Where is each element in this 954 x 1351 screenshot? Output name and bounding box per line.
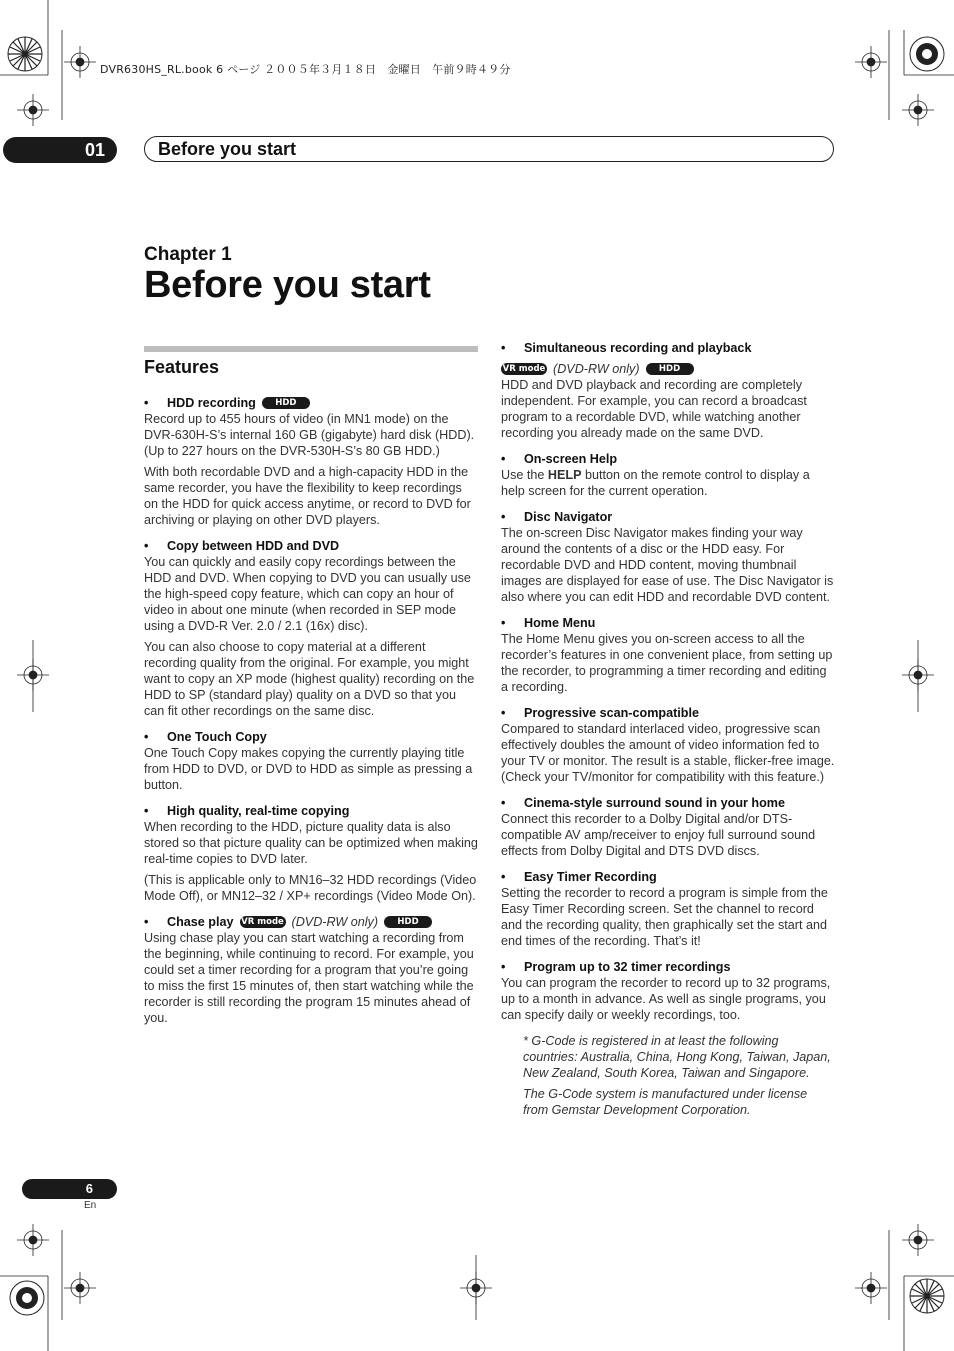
bullet: • xyxy=(501,452,506,466)
page-title: Before you start xyxy=(144,264,431,306)
features-heading: Features xyxy=(144,357,220,377)
left-column xyxy=(144,395,478,1036)
bullet: • xyxy=(501,510,506,524)
footnote: The G-Code system is manufactured under license from Gemstar Development Corporation. xyxy=(523,1087,808,1117)
feature-title: HDD recording xyxy=(167,396,256,410)
feature-item xyxy=(501,959,835,1023)
feature-item xyxy=(144,538,478,719)
hdd-badge: HDD xyxy=(646,363,694,375)
vr-mode-badge: VR mode xyxy=(502,364,546,374)
hdd-badge: HDD xyxy=(262,397,310,409)
section-title-bar: Before you start xyxy=(144,136,834,162)
page-number: 6 xyxy=(22,1179,117,1199)
feature-title: Easy Timer Recording xyxy=(524,870,657,884)
hdd-badge: HDD xyxy=(384,916,432,928)
help-button-name: HELP xyxy=(547,468,582,482)
feature-item xyxy=(144,729,478,793)
feature-title: Disc Navigator xyxy=(524,510,613,524)
feature-text: (This is applicable only to MN16–32 HDD recordings (Video Mode Off), or MN12–32 / XP+ recordings (Video Mode On). xyxy=(144,873,477,903)
feature-item xyxy=(144,395,478,528)
chapter-label: Chapter 1 xyxy=(144,244,232,265)
feature-title: High quality, real-time copying xyxy=(167,804,350,818)
feature-title: Cinema-style surround sound in your home xyxy=(524,796,786,810)
bullet: • xyxy=(501,341,506,355)
feature-text: One Touch Copy makes copying the currently playing title from HDD to DVD, or DVD to HDD as simple as pressing a button. xyxy=(144,746,473,792)
bullet: • xyxy=(144,539,149,553)
feature-item xyxy=(501,869,835,949)
feature-text: Setting the recorder to record a program is simple from the Easy Timer Recording screen. Set the channel to record and the recording quality, then graphically set the start and end times of the recording. That’s it! xyxy=(501,886,828,948)
feature-item xyxy=(501,615,835,695)
page-language: En xyxy=(84,1200,97,1211)
footnote: * G-Code is registered in at least the following countries: Australia, China, Hong Kong, Taiwan, Japan, New Zealand, South Korea, Taiwan and Singapore. xyxy=(523,1034,831,1080)
feature-title: One Touch Copy xyxy=(167,730,267,744)
dvd-rw-only-note: (DVD-RW only) xyxy=(291,915,379,929)
feature-text: Record up to 455 hours of video (in MN1 mode) on the DVR-630H-S’s internal 160 GB (gigabyte) hard disk (HDD). (Up to 227 hours on the DVR-530H-S’s 80 GB HDD.) xyxy=(144,412,475,458)
feature-item xyxy=(501,340,835,441)
bullet: • xyxy=(501,796,506,810)
feature-text: The on-screen Disc Navigator makes finding your way around the contents of a disc or the HDD easy. For recordable DVD and HDD content, moving thumbnail images are displayed for ease of use. The Disc Navigator is also where you can edit HDD and recordable DVD content. xyxy=(501,526,834,604)
feature-text: The Home Menu gives you on-screen access to all the recorder’s features in one convenient place, from setting up the recorder, to programming a timer recording and editing a recording. xyxy=(501,632,833,694)
feature-item xyxy=(501,705,835,785)
feature-text: Using chase play you can start watching a recording from the beginning, while continuing to record. For example, you could set a timer recording for a program that you’re going to miss the first 15 minutes of, then start watching while the recorder is still recording the program 15 minutes ahead of you. xyxy=(144,931,474,1025)
feature-text: You can quickly and easily copy recordings between the HDD and DVD. When copying to DVD you can usually use the high-speed copy feature, which can copy an hour of video in about one minute (when recorded in SEP mode using a DVD-R Ver. 2.0 / 2.1 (16x) disc). xyxy=(144,555,471,633)
feature-text: You can also choose to copy material at a different recording quality from the original. For example, you might want to copy an XP mode (highest quality) recording on the HDD to SP (standard play) quality on a DVD so that you can fit other recordings on the same disc. xyxy=(144,640,475,718)
feature-text xyxy=(501,467,835,499)
feature-title: Home Menu xyxy=(524,616,596,630)
bullet: • xyxy=(501,706,506,720)
chapter-number-tab: 01 xyxy=(3,137,117,163)
bullet: • xyxy=(501,960,506,974)
feature-title: On-screen Help xyxy=(524,452,618,466)
bullet: • xyxy=(144,396,149,410)
feature-title: Simultaneous recording and playback xyxy=(524,341,752,355)
feature-text: You can program the recorder to record up to 32 programs, up to a month in advance. As well as single programs, you can specify daily or weekly recordings, too. xyxy=(501,976,831,1022)
right-column xyxy=(501,340,835,1123)
feature-text: Compared to standard interlaced video, progressive scan effectively doubles the amount of video information fed to your TV or monitor. The result is a stable, flicker-free image. (Check your TV/monitor for compatibility with this feature.) xyxy=(501,722,835,784)
bullet: • xyxy=(501,616,506,630)
bullet: • xyxy=(501,870,506,884)
feature-text: When recording to the HDD, picture quality data is also stored so that picture quality can be optimized when making real-time copies to DVD later. xyxy=(144,820,478,866)
feature-text: HDD and DVD playback and recording are completely independent. For example, you can record a broadcast program to a recordable DVD, while watching another recording you already made on the same DVD. xyxy=(501,378,807,440)
printer-info-line: DVR630HS_RL.book 6 ページ ２００５年３月１８日 金曜日 午前９時４９分 xyxy=(100,63,511,76)
feature-item xyxy=(501,509,835,605)
feature-item xyxy=(144,803,478,904)
feature-title: Program up to 32 timer recordings xyxy=(524,960,731,974)
feature-title: Copy between HDD and DVD xyxy=(167,539,340,553)
bullet: • xyxy=(144,804,149,818)
feature-item xyxy=(501,451,835,499)
features-rule xyxy=(144,346,478,352)
feature-item xyxy=(501,795,835,859)
feature-item xyxy=(144,914,478,1026)
vr-mode-badge: VR mode xyxy=(241,917,284,927)
bullet: • xyxy=(144,915,149,929)
feature-title: Progressive scan-compatible xyxy=(524,706,699,720)
bullet: • xyxy=(144,730,149,744)
dvd-rw-only-note: (DVD-RW only) xyxy=(553,362,640,376)
feature-title: Chase play xyxy=(167,915,234,929)
feature-text: Connect this recorder to a Dolby Digital and/or DTS-compatible AV amp/receiver to enjoy full surround sound effects from Dolby Digital and DTS DVD discs. xyxy=(501,812,816,858)
help-text-pre: Use the xyxy=(501,468,548,482)
feature-text: With both recordable DVD and a high-capacity HDD in the same recorder, you have the flexibility to keep recordings on the HDD for quick access anytime, or record to DVD for archiving or playing on other DVD players. xyxy=(144,465,471,527)
help-text-post: button on the remote control to display a help screen for the current operation. xyxy=(501,468,810,498)
